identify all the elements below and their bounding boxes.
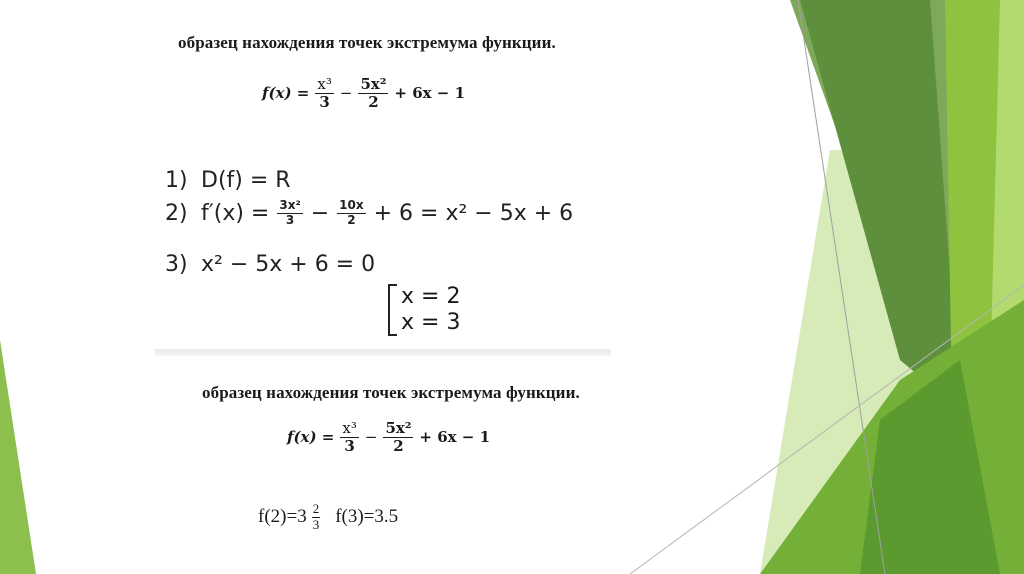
step-1: 1) D(f) = R — [165, 168, 291, 193]
formula-rest: + 6x − 1 — [394, 84, 466, 102]
left-green-strip — [0, 340, 36, 574]
fraction-5x2-over-2: $\frac{\text{5x²}}{2}$ — [360, 75, 387, 111]
bottom-formula: f(x) = $\frac{\text{x³}}{3}$ − $\frac{\text{5x²}}{2}$ + 6x − 1 — [287, 419, 491, 455]
function-values — [258, 502, 398, 533]
fraction-3x2-over-3: $\frac{\text{3x²}}{3}$ — [279, 198, 301, 227]
f3-value: f(3)=3.5 — [335, 506, 399, 528]
formula-lhs: f(x) = — [262, 84, 310, 102]
fraction-x3-over-3: $\frac{\text{x³}}{3}$ — [342, 419, 357, 455]
top-title: образец нахождения точек экстремума функции. — [178, 33, 556, 52]
fraction-x3-over-3: $\frac{\text{x³}}{3}$ — [317, 75, 332, 111]
root-1: x = 2 — [401, 284, 461, 309]
step-3: 3) x² − 5x + 6 = 0 — [165, 252, 376, 277]
step-2: 2) f′(x) = $\frac{\text{3x²}}{3}$ − $\frac{10x}{2}$ + 6 = x² − 5x + 6 — [165, 198, 574, 227]
bottom-title: образец нахождения точек экстремума функции. — [202, 383, 580, 402]
fraction-5x2-over-2: $\frac{\text{5x²}}{2}$ — [385, 419, 412, 455]
fraction-2-over-3: 2 3 — [312, 501, 320, 532]
roots-system — [388, 284, 460, 336]
section-divider — [155, 349, 611, 356]
f2-value: f(2)=3 — [258, 506, 307, 528]
system-bracket — [388, 284, 397, 336]
root-2: x = 3 — [401, 310, 461, 335]
fraction-10x-over-2: $\frac{10x}{2}$ — [339, 198, 364, 227]
top-formula: f(x) = $\frac{\text{x³}}{3}$ − $\frac{\text{5x²}}{2}$ + 6x − 1 — [262, 75, 466, 111]
